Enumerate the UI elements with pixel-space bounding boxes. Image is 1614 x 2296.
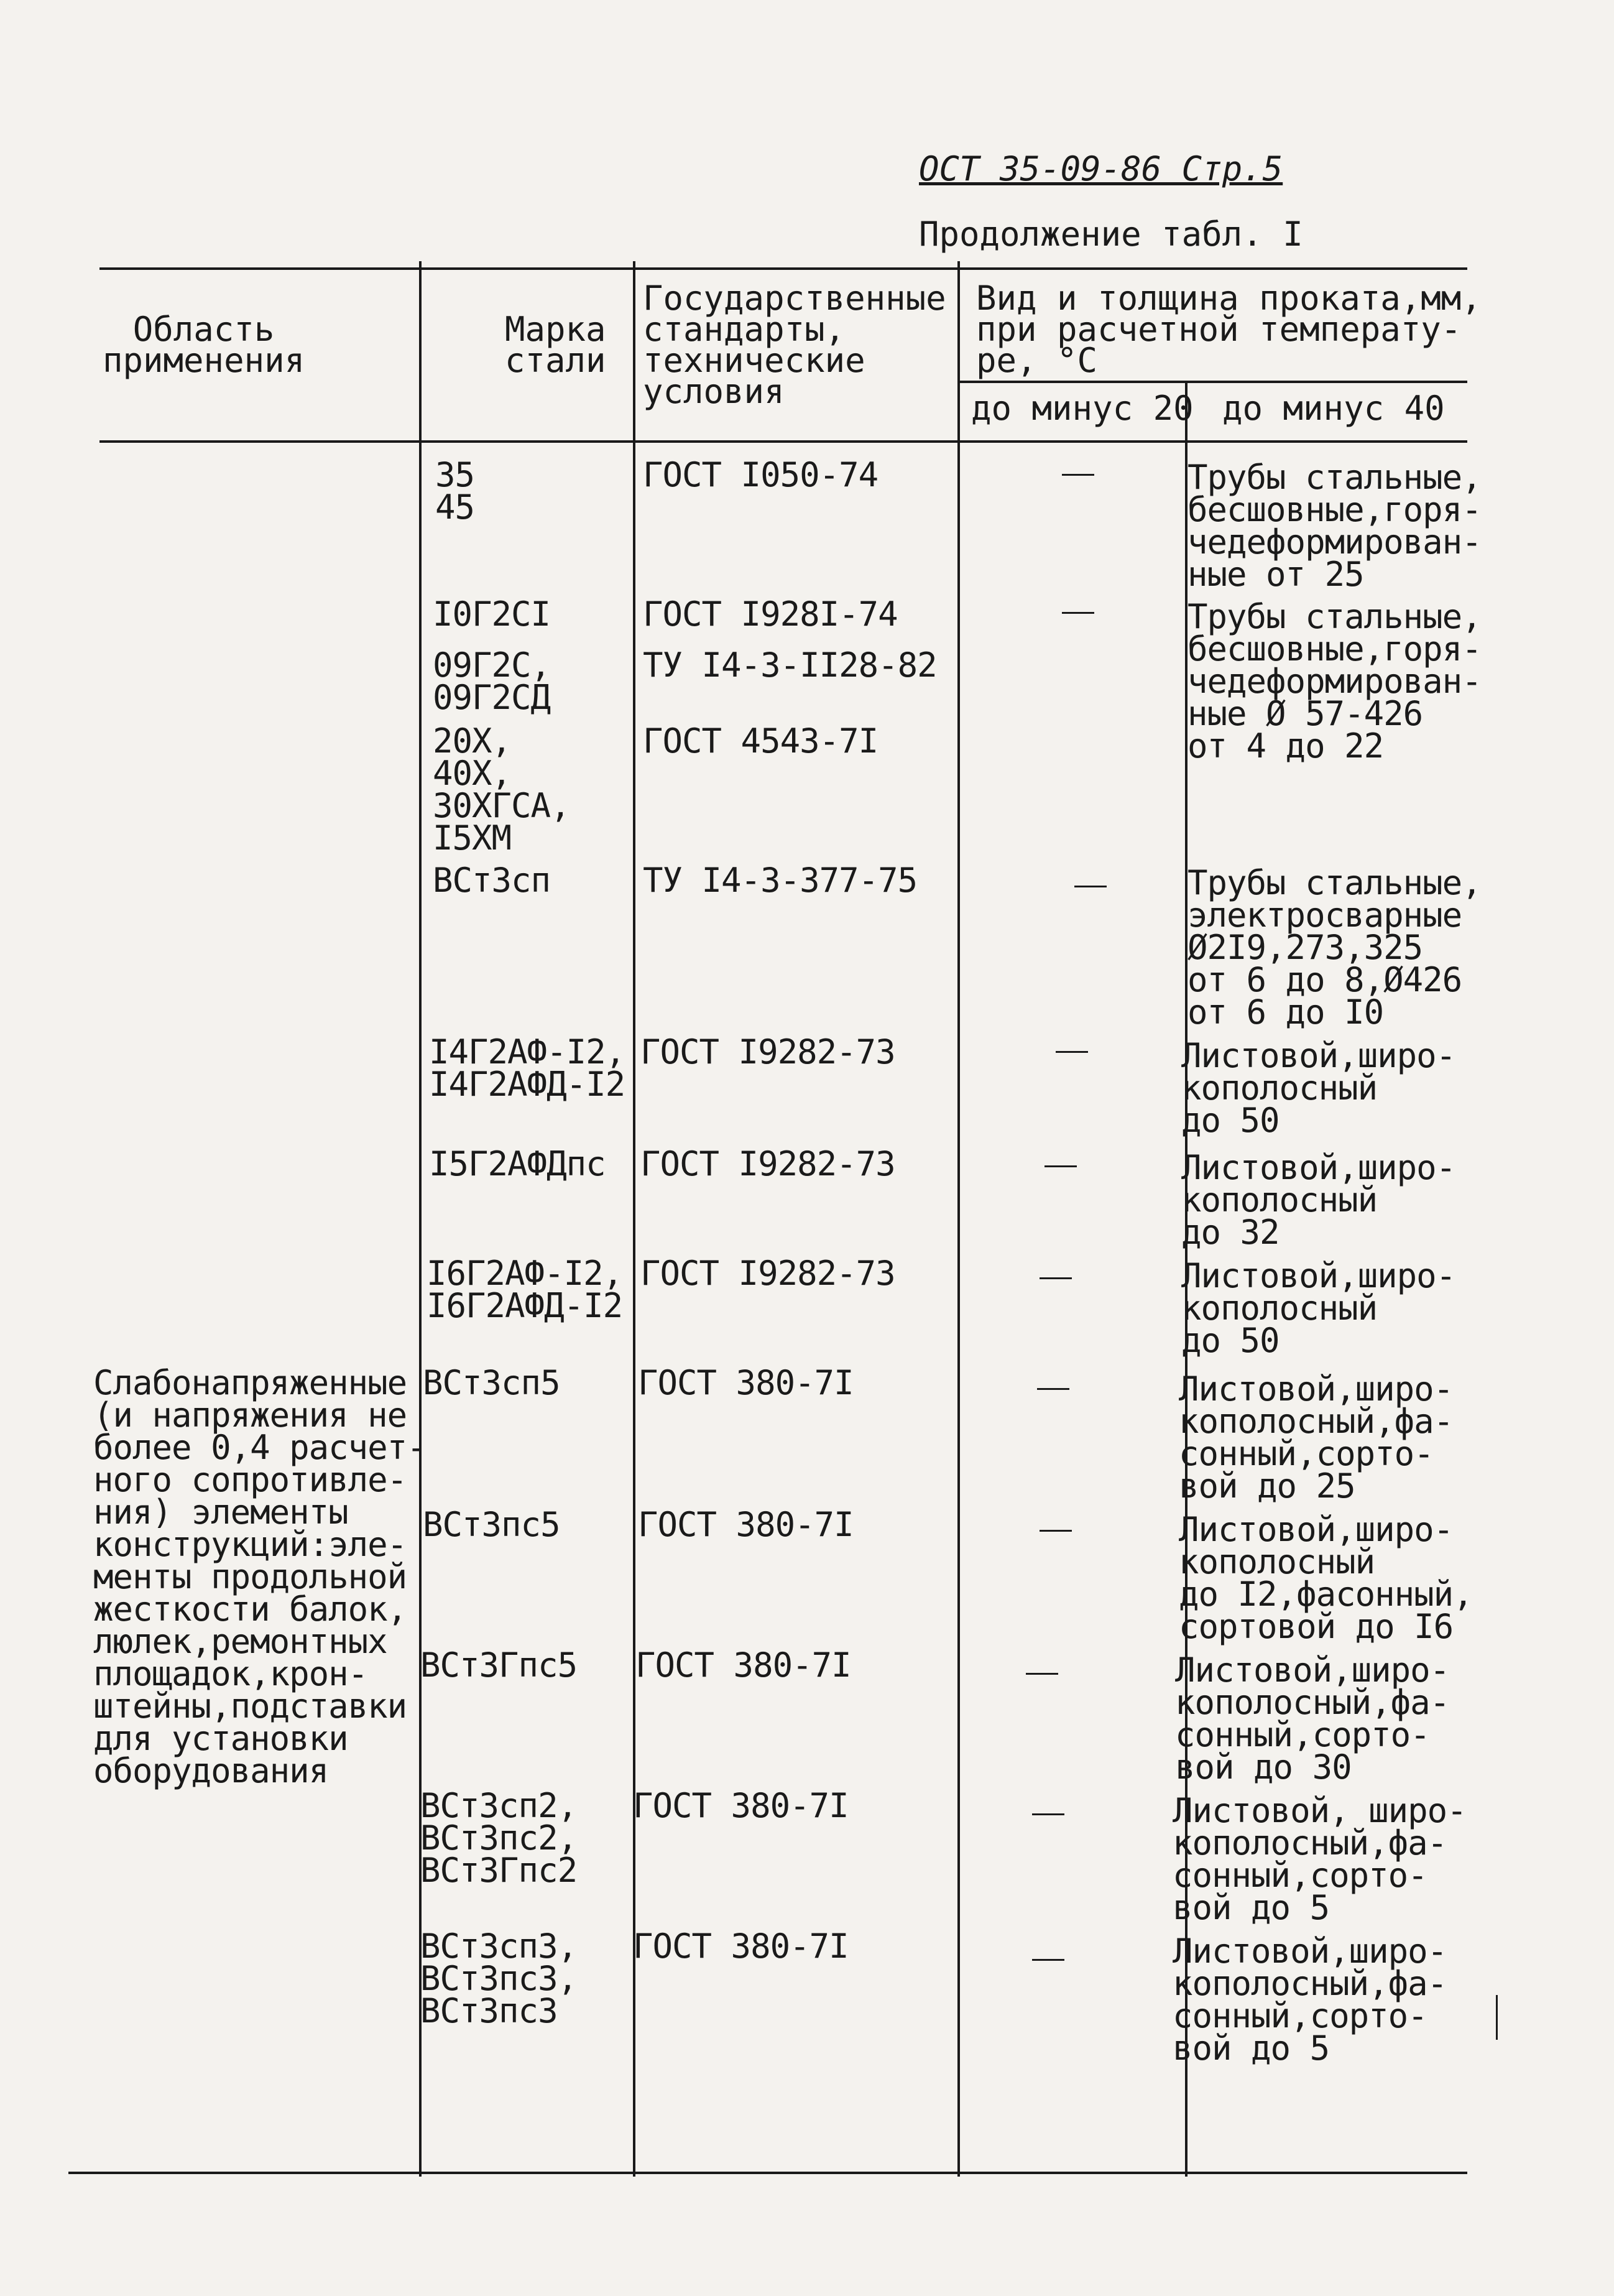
standard-cell: ГОСТ I9282-73 (640, 1032, 895, 1072)
grade-cell: I0Г2СI (433, 595, 551, 634)
header-grade: Марка стали (505, 310, 606, 380)
header-minus-20: до минус 20 (971, 389, 1194, 428)
grade-cell: 35 45 (435, 455, 475, 527)
standard-cell: ГОСТ 4543-7I (643, 721, 878, 761)
product-cell: Листовой,широ- кополосный до 50 (1181, 1256, 1456, 1360)
standard-cell: ТУ I4-3-377-75 (643, 861, 918, 900)
product-cell: Трубы стальные, электросварные Ø2I9,273,325 от 6 до 8,Ø426 от 6 до I0 (1187, 863, 1482, 1032)
dash-cell (1026, 1673, 1058, 1675)
product-cell: Листовой,широ- кополосный до 32 (1181, 1148, 1456, 1252)
standard-cell: ГОСТ 380-7I (633, 1927, 849, 1966)
dash-cell (1074, 886, 1107, 887)
grade-cell: ВСт3сп (433, 861, 551, 900)
dash-cell (1040, 1530, 1072, 1532)
grade-cell: ВСт3сп3, ВСт3пс3, ВСт3пс3 (420, 1927, 578, 2030)
standard-cell: ГОСТ I9282-73 (640, 1144, 895, 1183)
grade-cell: ВСт3пс5 (423, 1505, 560, 1544)
product-cell: Листовой,широ- кополосный,фа- сонный,сорто- вой до 25 (1179, 1369, 1454, 1506)
column-divider-3 (957, 261, 960, 2177)
header-minus-40: до минус 40 (1222, 389, 1445, 428)
subheader-rule (957, 381, 1467, 383)
product-cell: Листовой, широ- кополосный,фа- сонный,сорто- вой до 5 (1173, 1791, 1467, 1927)
standard-cell: ГОСТ 380-7I (633, 1786, 849, 1825)
product-cell: Листовой,широ- кополосный,фа- сонный,сорто- вой до 30 (1175, 1650, 1450, 1787)
header-area: Область применения (103, 310, 305, 380)
dash-cell (1040, 1277, 1072, 1279)
application-area-text: Слабонапряженные (и напряжения не более 0,4 расчет- ного сопротивле- ния) элементы конструкций:эле- менты продольной жесткости балок, люлек,ремонтных площадок,крон- штейны,подставки для установки оборудования (93, 1363, 427, 1790)
grade-cell: ВСт3Гпс5 (420, 1646, 578, 1685)
dash-cell (1044, 1165, 1077, 1167)
grade-cell: 20Х, 40Х, 30ХГСА, I5ХМ (433, 721, 570, 858)
dash-cell (1056, 1051, 1088, 1053)
table-continuation-label: Продолжение табл. I (919, 215, 1303, 254)
grade-cell: I5Г2АФДпс (429, 1144, 606, 1183)
standard-cell: ГОСТ I050-74 (643, 455, 878, 494)
standard-cell: ГОСТ 380-7I (635, 1646, 851, 1685)
grade-cell: I6Г2АФ-I2, I6Г2АФД-I2 (427, 1254, 623, 1325)
column-divider-2 (633, 261, 635, 2177)
dash-cell (1037, 1388, 1069, 1390)
product-cell: Листовой,широ- кополосный,фа- сонный,сорто- вой до 5 (1173, 1932, 1447, 2068)
grade-cell: 09Г2С, 09Г2СД (433, 646, 551, 717)
standard-cell: ГОСТ 380-7I (638, 1363, 854, 1402)
standard-cell: ГОСТ 380-7I (638, 1505, 854, 1544)
dash-cell (1032, 1959, 1064, 1961)
header-bottom-rule (99, 440, 1467, 443)
table-bottom-rule (68, 2172, 1467, 2174)
standard-cell: ТУ I4-3-II28-82 (643, 646, 937, 685)
product-cell: Трубы стальные, бесшовные,горя- чедеформирован- ные от 25 (1187, 458, 1482, 594)
product-cell: Трубы стальные, бесшовные,горя- чедеформирован- ные Ø 57-426 от 4 до 22 (1187, 597, 1482, 766)
table-top-rule (99, 267, 1467, 270)
grade-cell: ВСт3сп5 (423, 1363, 560, 1402)
product-cell: Листовой,широ- кополосный до I2,фасонный, сортовой до I6 (1179, 1510, 1473, 1646)
standard-cell: ГОСТ I9282-73 (640, 1254, 895, 1293)
header-kind-thickness: Вид и толщина проката,мм, при расчетной температу- ре, °С (976, 279, 1482, 380)
scan-mark (1496, 1995, 1498, 2040)
grade-cell: ВСт3сп2, ВСт3пс2, ВСт3Гпс2 (420, 1786, 578, 1890)
product-cell: Листовой,широ- кополосный до 50 (1181, 1036, 1456, 1140)
document-id: ОСТ 35-09-86 Стр.5 (919, 149, 1283, 188)
standard-cell: ГОСТ I928I-74 (643, 595, 898, 634)
header-standards: Государственные стандарты, технические условия (643, 279, 946, 411)
grade-cell: I4Г2АФ-I2, I4Г2АФД-I2 (429, 1032, 625, 1104)
dash-cell (1062, 612, 1094, 614)
dash-cell (1062, 474, 1094, 476)
dash-cell (1032, 1813, 1064, 1815)
